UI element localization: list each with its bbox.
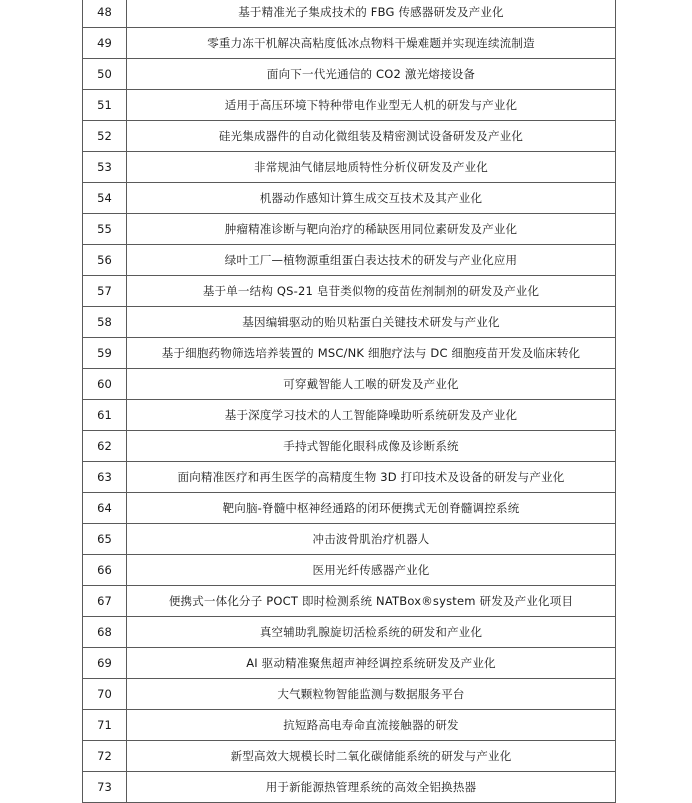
table-row [83, 648, 616, 679]
row-number-cell: 69 [83, 648, 127, 679]
project-name-cell: 非常规油气储层地质特性分析仪研发及产业化 [127, 152, 616, 183]
row-number-cell: 51 [83, 90, 127, 121]
row-number-cell: 66 [83, 555, 127, 586]
project-name-cell: 用于新能源热管理系统的高效全铝换热器 [127, 772, 616, 803]
project-name-cell: 基因编辑驱动的贻贝粘蛋白关键技术研发与产业化 [127, 307, 616, 338]
project-name-cell: 基于深度学习技术的人工智能降噪助听系统研发及产业化 [127, 400, 616, 431]
project-name-cell: 新型高效大规模长时二氧化碳储能系统的研发与产业化 [127, 741, 616, 772]
row-number-cell: 48 [83, 0, 127, 28]
project-name-cell: 硅光集成器件的自动化微组装及精密测试设备研发及产业化 [127, 121, 616, 152]
table-row [83, 59, 616, 90]
project-name-cell: 肿瘤精准诊断与靶向治疗的稀缺医用同位素研发及产业化 [127, 214, 616, 245]
row-number-cell: 50 [83, 59, 127, 90]
row-number-cell: 59 [83, 338, 127, 369]
project-name-cell: 适用于高压环境下特种带电作业型无人机的研发与产业化 [127, 90, 616, 121]
table-row [83, 524, 616, 555]
row-number-cell: 52 [83, 121, 127, 152]
table-row [83, 338, 616, 369]
row-number-cell: 68 [83, 617, 127, 648]
project-name-cell: 医用光纤传感器产业化 [127, 555, 616, 586]
row-number-cell: 64 [83, 493, 127, 524]
project-name-cell: 靶向脑-脊髓中枢神经通路的闭环便携式无创脊髓调控系统 [127, 493, 616, 524]
project-name-cell: 抗短路高电寿命直流接触器的研发 [127, 710, 616, 741]
table-row [83, 214, 616, 245]
row-number-cell: 71 [83, 710, 127, 741]
project-name-cell: 零重力冻干机解决高粘度低冰点物料干燥难题并实现连续流制造 [127, 28, 616, 59]
table-row [83, 493, 616, 524]
row-number-cell: 63 [83, 462, 127, 493]
table-row [83, 617, 616, 648]
project-name-cell: 基于单一结构 QS-21 皂苷类似物的疫苗佐剂制剂的研发及产业化 [127, 276, 616, 307]
row-number-cell: 53 [83, 152, 127, 183]
table-row [83, 276, 616, 307]
row-number-cell: 65 [83, 524, 127, 555]
table-row [83, 462, 616, 493]
project-table-body [83, 0, 616, 803]
row-number-cell: 60 [83, 369, 127, 400]
table-row [83, 121, 616, 152]
project-name-cell: 基于细胞药物筛选培养装置的 MSC/NK 细胞疗法与 DC 细胞疫苗开发及临床转化 [127, 338, 616, 369]
row-number-cell: 61 [83, 400, 127, 431]
project-name-cell: 基于精准光子集成技术的 FBG 传感器研发及产业化 [127, 0, 616, 28]
project-table [82, 0, 616, 803]
project-name-cell: 可穿戴智能人工喉的研发及产业化 [127, 369, 616, 400]
project-name-cell: 机器动作感知计算生成交互技术及其产业化 [127, 183, 616, 214]
project-name-cell: 绿叶工厂—植物源重组蛋白表达技术的研发与产业化应用 [127, 245, 616, 276]
table-row [83, 369, 616, 400]
row-number-cell: 56 [83, 245, 127, 276]
project-name-cell: 面向精准医疗和再生医学的高精度生物 3D 打印技术及设备的研发与产业化 [127, 462, 616, 493]
row-number-cell: 54 [83, 183, 127, 214]
row-number-cell: 67 [83, 586, 127, 617]
table-row [83, 710, 616, 741]
project-name-cell: 真空辅助乳腺旋切活检系统的研发和产业化 [127, 617, 616, 648]
project-name-cell: 冲击波骨肌治疗机器人 [127, 524, 616, 555]
table-row [83, 245, 616, 276]
table-row [83, 28, 616, 59]
table-row [83, 741, 616, 772]
row-number-cell: 58 [83, 307, 127, 338]
row-number-cell: 70 [83, 679, 127, 710]
row-number-cell: 62 [83, 431, 127, 462]
table-row [83, 679, 616, 710]
project-name-cell: AI 驱动精准聚焦超声神经调控系统研发及产业化 [127, 648, 616, 679]
table-row [83, 431, 616, 462]
table-row [83, 183, 616, 214]
table-row [83, 307, 616, 338]
project-name-cell: 面向下一代光通信的 CO2 激光熔接设备 [127, 59, 616, 90]
table-row [83, 400, 616, 431]
row-number-cell: 72 [83, 741, 127, 772]
table-row [83, 152, 616, 183]
project-name-cell: 手持式智能化眼科成像及诊断系统 [127, 431, 616, 462]
row-number-cell: 73 [83, 772, 127, 803]
row-number-cell: 55 [83, 214, 127, 245]
project-name-cell: 便携式一体化分子 POCT 即时检测系统 NATBox®system 研发及产业化项目 [127, 586, 616, 617]
table-row [83, 0, 616, 28]
row-number-cell: 49 [83, 28, 127, 59]
table-row [83, 90, 616, 121]
table-row [83, 772, 616, 803]
row-number-cell: 57 [83, 276, 127, 307]
table-row [83, 555, 616, 586]
project-name-cell: 大气颗粒物智能监测与数据服务平台 [127, 679, 616, 710]
table-row [83, 586, 616, 617]
